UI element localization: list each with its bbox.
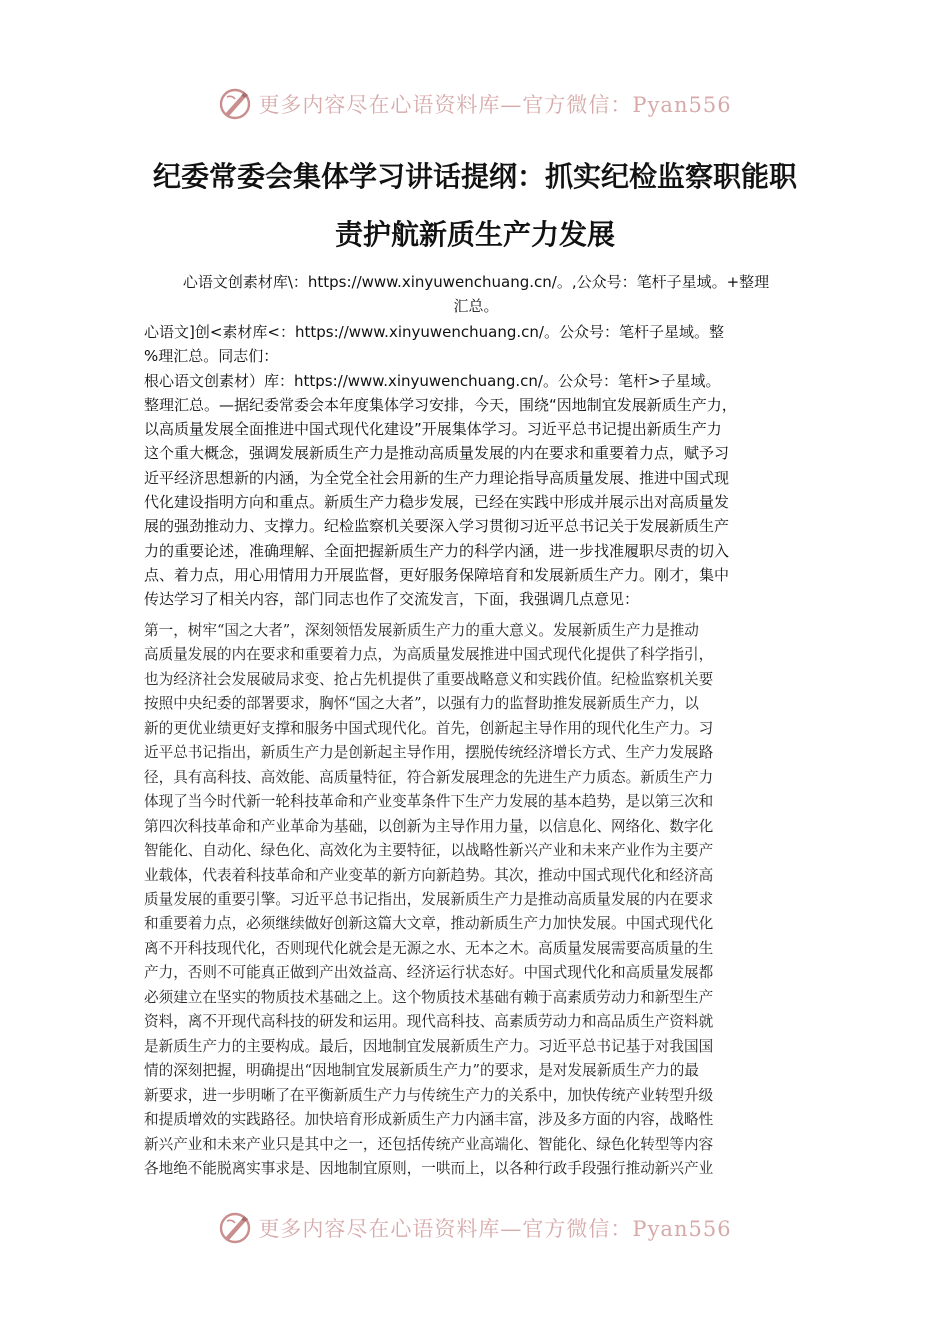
body-line: 和重要着力点，必须继续做好创新这篇大文章，推动新质生产力加快发展。中国式现代化 [144,915,714,933]
intro-line: 近平经济思想新的内涵，为全党全社会用新的生产力理论指导高质量发展、推进中国式现 [144,468,730,487]
source-line-text: 汇总。 [453,297,499,315]
body-line: 新的更优业绩更好支撑和服务中国式现代化。首先，创新起主导作用的现代化生产力。习 [144,719,714,737]
body-line: 按照中央纪委的部署要求，胸怀“国之大者”，以强有力的监督助推发展新质生产力，以 [144,695,699,713]
body-line: 和提质增效的实践路径。加快培育形成新质生产力内涵丰富，涉及多方面的内容，战略性 [144,1111,714,1129]
body-line: 近平总书记指出，新质生产力是创新起主导作用，摆脱传统经济增长方式、生产力发展路 [144,744,714,762]
body-paragraph [144,619,808,1181]
page-title [120,148,830,264]
footer-banner[interactable] [0,1208,950,1248]
body-line: 资料，离不开现代高科技的研发和运用。现代高科技、高素质劳动力和高品质生产资料就 [144,1013,714,1031]
body-line: 也为经济社会发展破局求变、抢占先机提供了重要战略意义和实践价值。纪检监察机关要 [144,670,714,688]
body-line: 质量发展的重要引擎。习近平总书记指出，发展新质生产力是推动高质量发展的内在要求 [144,890,714,908]
body-line: 各地绝不能脱离实事求是、因地制宜原则，一哄而上，以各种行政手段强行推动新兴产业 [144,1159,714,1177]
body-line: 第四次科技革命和产业革命为基础，以创新为主导作用力量，以信息化、网络化、数字化 [144,817,714,835]
intro-line: 整理汇总。—据纪委常委会本年度集体学习安排，今天，围绕“因地制宜发展新质生产力， [144,395,737,414]
pen-circle-logo-icon [218,87,252,121]
intro-line: 传达学习了相关内容，部门同志也作了交流发言，下面，我强调几点意见： [144,590,640,609]
body-line: 第一，树牢“国之大者”，深刻领悟发展新质生产力的重大意义。发展新质生产力是推动 [144,622,699,639]
body-line: 离不开科技现代化，否则现代化就会是无源之水、无本之木。高质量发展需要高质量的生 [144,939,714,957]
intro-line: 代化建设指明方向和重点。新质生产力稳步发展，已经在实践中形成并展示出对高质量发 [144,493,730,512]
intro-line: 展的强劲推动力、支撑力。纪检监察机关要深入学习贯彻习近平总书记关于发展新质生产 [144,517,730,536]
body-line: 高质量发展的内在要求和重要着力点，为高质量发展推进中国式现代化提供了科学指引， [144,646,714,664]
body-line: 产力，否则不可能真正做到产出效益高、经济运行状态好。中国式现代化和高质量发展都 [144,964,714,982]
title-line: 纪委常委会集体学习讲话提纲：抓实纪检监察职能职 [152,160,797,193]
body-line: 新兴产业和未来产业只是其中之一，还包括传统产业高端化、智能化、绿色化转型等内容 [144,1135,714,1153]
header-banner-text: 更多内容尽在心语资料库—官方微信：Pyan556 [258,93,732,117]
intro-line: 点、着力点，用心用情用力开展监督，更好服务保障培育和发展新质生产力。刚才，集中 [144,565,730,584]
body-line: 情的深刻把握，明确提出“因地制宜发展新质生产力”的要求，是对发展新质生产力的最 [144,1062,699,1080]
body-line: 是新质生产力的主要构成。最后，因地制宜发展新质生产力。习近平总书记基于对我国国 [144,1037,714,1055]
intro-line: 根心语文创素材）库：https://www.xinyuwenchuang.cn/。公众号：笔杆>子星域。 [144,371,721,390]
intro-paragraph [144,320,808,612]
pen-circle-logo-icon [218,1211,252,1245]
title-line: 责护航新质生产力发展 [334,218,615,251]
intro-line: 以高质量发展全面推进中国式现代化建设”开展集体学习。习近平总书记提出新质生产力 [144,420,722,439]
source-line-text: 心语文创素材库\：https://www.xinyuwenchuang.cn/。,公众号：笔杆子星域。+整理 [182,273,770,291]
body-line: 体现了当今时代新一轮科技革命和产业变革条件下生产力发展的基本趋势，是以第三次和 [144,793,714,811]
intro-line: 力的重要论述，准确理解、全面把握新质生产力的科学内涵，进一步找准履职尽责的切入 [144,541,730,560]
source-line [142,270,810,318]
body-line: 新要求，进一步明晰了在平衡新质生产力与传统生产力的关系中，加快传统产业转型升级 [144,1086,714,1104]
body-line: 必须建立在坚实的物质技术基础之上。这个物质技术基础有赖于高素质劳动力和新型生产 [144,988,714,1006]
body-line: 业载体，代表着科技革命和产业变革的新方向新趋势。其次，推动中国式现代化和经济高 [144,866,714,884]
intro-line: 这个重大概念，强调发展新质生产力是推动高质量发展的内在要求和重要着力点，赋予习 [144,444,730,463]
body-line: 径，具有高科技、高效能、高质量特征，符合新发展理念的先进生产力质态。新质生产力 [144,768,714,786]
intro-line: 心语文]创<素材库<：https://www.xinyuwenchuang.cn/。公众号：笔杆子星域。整 [144,323,724,341]
footer-banner-text: 更多内容尽在心语资料库—官方微信：Pyan556 [258,1217,732,1241]
body-line: 智能化、自动化、绿色化、高效化为主要特征，以战略性新兴产业和未来产业作为主要产 [144,842,714,860]
intro-line: %理汇总。同志们： [144,347,279,366]
header-banner[interactable] [0,84,950,124]
